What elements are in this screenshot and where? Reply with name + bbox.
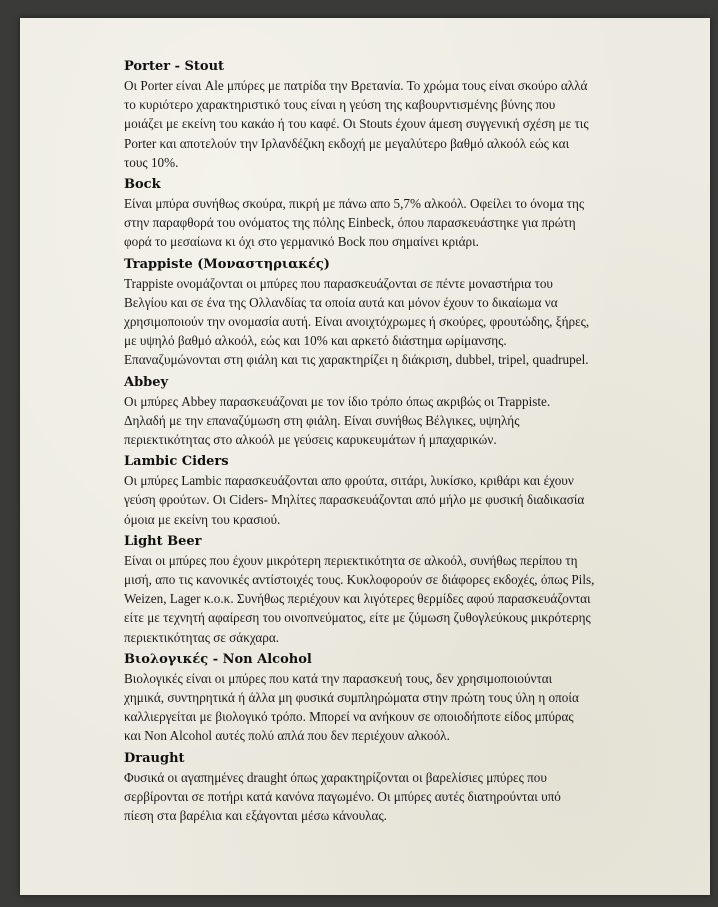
section-body (124, 392, 694, 450)
section-non-alcohol (124, 651, 694, 746)
section-body (124, 471, 694, 529)
body-line: μισή, απο τις κανονικές αντίστοιχές τους. Κυκλοφορούν σε διάφορες εκδοχές, όπως Pils, (124, 572, 595, 588)
body-line: πίεση στα βαρέλια και εξάγονται μέσω κάνουλας. (124, 808, 387, 824)
body-line: Είναι οι μπύρες που έχουν μικρότερη περιεκτικότητα σε αλκοόλ, συνήθως περίπου τη (124, 552, 578, 568)
section-body (124, 551, 694, 647)
section-bock (124, 176, 694, 252)
body-line: γεύση φρούτων. Οι Ciders- Μηλίτες παρασκευάζονται από μήλο με φυσική διαδικασία (124, 492, 585, 508)
section-body (124, 274, 694, 370)
body-line: και Non Alcohol αυτές πολύ απλά που δεν περιέχουν αλκοόλ. (124, 728, 450, 744)
body-line: το κυριότερο χαρακτηριστικό τους είναι η γεύση της καβουρντισμένης βύνης που (124, 97, 556, 113)
body-line: Οι Porter είναι Ale μπύρες με πατρίδα την Βρετανία. Το χρώμα τους είναι σκούρο αλλά (124, 78, 588, 93)
body-line: Δηλαδή με την επαναζύμωση στη φιάλη. Είναι συνήθως Βέλγικες, υψηλής (124, 412, 520, 428)
section-porter-stout (124, 58, 694, 172)
body-line: περιεκτικότητας σε σάκχαρα. (124, 629, 280, 645)
section-heading: Light Beer (124, 533, 202, 549)
section-abbey (124, 374, 694, 450)
body-line: Οι μπύρες Abbey παρασκευάζοναι με τον ίδιο τρόπο όπως ακριβώς οι Trappiste. (124, 393, 551, 409)
body-line: Είναι μπύρα συνήθως σκούρα, πικρή με πάνω απο 5,7% αλκοόλ. Οφείλει το όνομα της (124, 196, 585, 212)
body-line: σερβίρονται σε ποτήρι κατά κανόνα παγωμένο. Οι μπύρες αυτές διατηρούνται υπό (124, 788, 561, 804)
paper-page (20, 18, 710, 895)
body-line: Trappiste ονομάζονται οι μπύρες που παρασκευάζονται σε πέντε μοναστήρια του (124, 275, 553, 291)
section-heading: Trappiste (Μοναστηριακές) (124, 256, 330, 272)
body-line: Οι μπύρες Lambic παρασκευάζονται απο φρούτα, σιτάρι, λυκίσκο, κριθάρι και έχουν (124, 473, 574, 489)
body-line: Φυσικά οι αγαπημένες draught όπως χαρακτηρίζονται οι βαρελίσιες μπύρες που (124, 769, 547, 785)
body-line: Weizen, Lager κ.ο.κ. Συνήθως περιέχουν και λιγότερες θερμίδες αφού παρασκευάζονται (124, 591, 591, 607)
body-line: καλλιεργείται με βιολογικό τρόπο. Μπορεί να ανήκουν σε οποιοδήποτε είδος μπύρας (124, 709, 574, 725)
body-line: Βελγίου και σε ένα της Ολλανδίας τα οποία αυτά και μόνον έχουν το δικαίωμα να (124, 294, 558, 310)
body-line: χρησιμοποιούν την ονομασία αυτή. Είναι ανοιχτόχρωμες ή σκούρες, φρουτώδης, ξήρες, (124, 314, 590, 330)
section-body (124, 669, 694, 746)
body-line: όμοια με εκείνη του κρασιού. (124, 511, 281, 527)
body-line: με υψηλό βαθμό αλκοόλ, εώς και 10% και αρκετό διάστημα ωρίμανσης. (124, 333, 507, 349)
body-line: τους 10%. (124, 154, 179, 170)
body-line: περιεκτικότητας στο αλκοόλ με γεύσεις καρυκευμάτων ή μπαχαρικών. (124, 432, 497, 448)
body-line: φορά το μεσαίωνα κι όχι στο γερμανικό Bock που σημαίνει κριάρι. (124, 234, 479, 250)
section-heading: Draught (124, 750, 185, 766)
body-line: Porter και αποτελούν την Ιρλανδέζικη εκδοχή με μεγαλύτερο βαθμό αλκοόλ εώς και (124, 135, 570, 151)
section-body (124, 768, 694, 826)
section-heading: Βιολογικές - Non Alcohol (124, 651, 312, 667)
body-line: είτε με τεχνητή αφαίρεση του οινοπνεύματος, είτε με ζύμωση ζυθογλεύκους μικρότερης (124, 610, 591, 626)
section-light-beer (124, 533, 694, 647)
body-line: χημικά, συντηρητικά ή άλλα μη φυσικά συμπληρώματα στην πρώτη τους ύλη η οποία (124, 690, 579, 706)
body-line: μοιάζει με εκείνη του κακάο ή του καφέ. Οι Stouts έχουν άμεση συγγενική σχέση με τις (124, 116, 589, 132)
section-body (124, 194, 694, 252)
section-draught (124, 750, 694, 826)
section-lambic-ciders (124, 453, 694, 529)
section-heading: Abbey (124, 374, 169, 390)
section-heading: Porter - Stout (124, 59, 225, 74)
body-line: Επαναζυμώνονται στη φιάλη και τις χαρακτηρίζει η διάκριση, dubbel, tripel, quadrupel. (124, 352, 589, 368)
section-heading: Bock (124, 177, 161, 193)
section-body (124, 76, 694, 172)
section-heading: Lambic Ciders (124, 454, 229, 470)
body-line: στην παραφθορά του ονόματος της πόλης Einbeck, όπου παρασκευάστηκε για πρώτη (124, 215, 576, 231)
beer-styles-document (124, 58, 694, 829)
body-line: Βιολογικές είναι οι μπύρες που κατά την παρασκευή τους, δεν χρησιμοποιούνται (124, 670, 553, 686)
section-trappiste (124, 256, 694, 370)
